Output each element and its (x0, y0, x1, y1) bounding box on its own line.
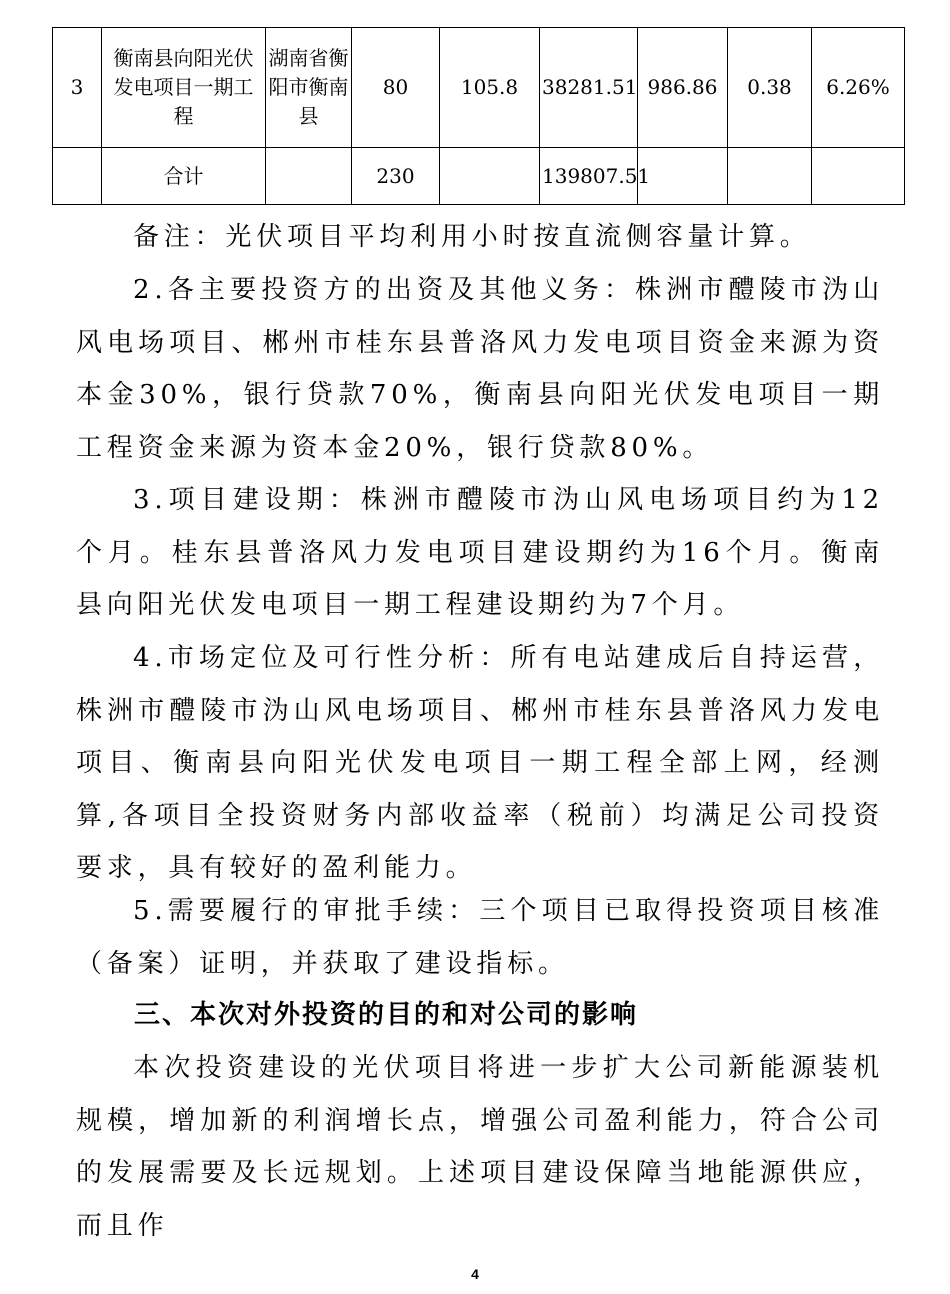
table-note: 备注：光伏项目平均利用小时按直流侧容量计算。 (133, 222, 811, 252)
paragraph-approvals: 5.需要履行的审批手续：三个项目已取得投资项目核准（备案）证明，并获取了建设指标。 (76, 896, 884, 979)
table-total-row (53, 148, 905, 205)
total-generation-cell (638, 148, 728, 205)
row-index: 3 (53, 28, 102, 148)
section-heading: 三、本次对外投资的目的和对公司的影响 (134, 1000, 639, 1030)
paragraph-purpose: 本次投资建设的光伏项目将进一步扩大公司新能源装机规模，增加新的利润增长点，增强公司盈利能力，符合公司的发展需要及长远规划。上述项目建设保障当地能源供应，而且作 (76, 1053, 884, 1241)
investment-cell: 38281.51 (540, 28, 638, 148)
table-row (53, 28, 905, 148)
location-cell: 湖南省衡阳市衡南县 (266, 28, 352, 148)
annual-generation-cell: 986.86 (638, 28, 728, 148)
total-investment-cell: 139807.51 (540, 148, 638, 205)
total-price-cell (728, 148, 812, 205)
total-index-cell (53, 148, 102, 205)
project-table (52, 27, 905, 205)
total-capacity-cell: 230 (352, 148, 440, 205)
dc-capacity-cell: 105.8 (440, 28, 540, 148)
total-location-cell (266, 148, 352, 205)
total-label-cell: 合计 (102, 148, 266, 205)
paragraph-funding: 2.各主要投资方的出资及其他义务：株洲市醴陵市沩山风电场项目、郴州市桂东县普洛风力发电项目资金来源为资本金30%，银行贷款70%，衡南县向阳光伏发电项目一期工程资金来源为资本金20%，银行贷款80%。 (76, 275, 884, 463)
price-cell: 0.38 (728, 28, 812, 148)
page-number: 4 (471, 1266, 479, 1282)
capacity-cell: 80 (352, 28, 440, 148)
paragraph-construction-period: 3.项目建设期：株洲市醴陵市沩山风电场项目约为12个月。桂东县普洛风力发电项目建设期约为16个月。衡南县向阳光伏发电项目一期工程建设期约为7个月。 (76, 485, 884, 620)
project-name-cell: 衡南县向阳光伏发电项目一期工程 (102, 28, 266, 148)
paragraph-feasibility: 4.市场定位及可行性分析：所有电站建成后自持运营，株洲市醴陵市沩山风电场项目、郴州市桂东县普洛风力发电项目、衡南县向阳光伏发电项目一期工程全部上网，经测算,各项目全投资财务内部收益率（税前）均满足公司投资要求，具有较好的盈利能力。 (76, 643, 884, 883)
total-dc-capacity-cell (440, 148, 540, 205)
total-irr-cell (812, 148, 905, 205)
irr-cell: 6.26% (812, 28, 905, 148)
